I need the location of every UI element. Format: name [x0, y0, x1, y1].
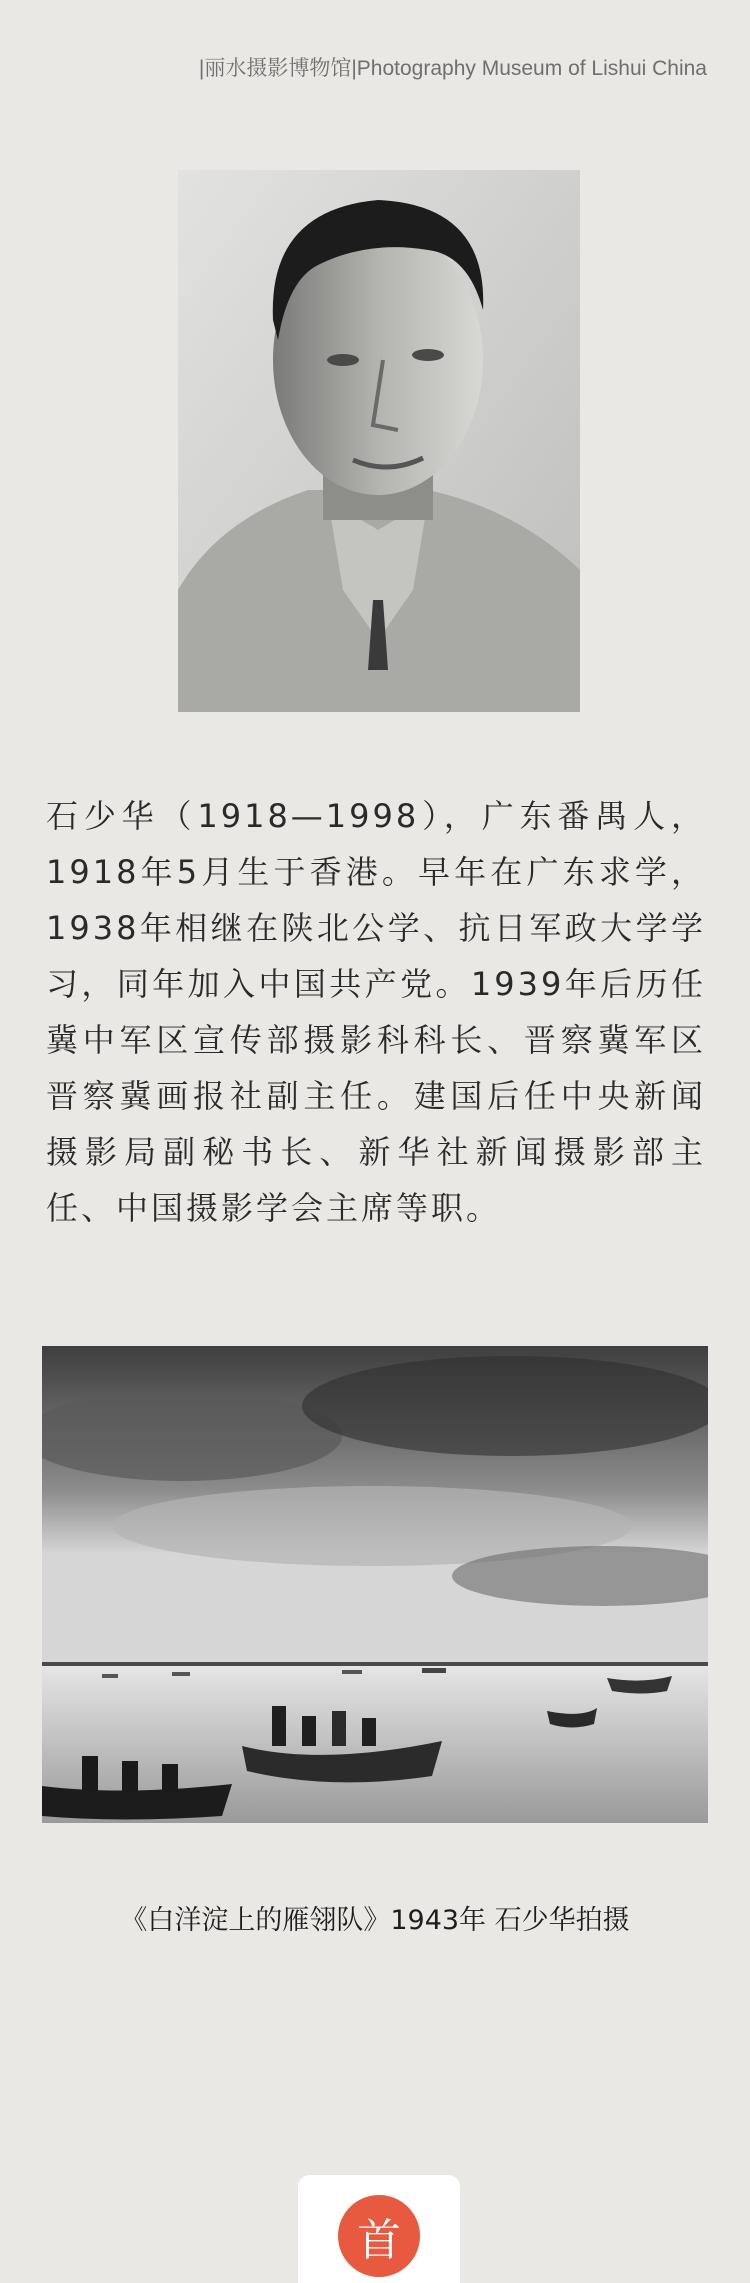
biography-text: 石少华（1918—1998），广东番禺人，1918年5月生于香港。早年在广东求学，1938年相继在陕北公学、抗日军政大学学习，同年加入中国共产党。1939年后历任冀中军区宣传部摄影科科长、晋察冀军区晋察冀画报社副主任。建国后任中央新闻摄影局副秘书长、新华社新闻摄影部主任、中国摄影学会主席等职。: [46, 797, 706, 1227]
home-icon[interactable]: 首: [338, 2195, 420, 2277]
photo-caption: 《白洋淀上的雁翎队》1943年 石少华拍摄: [120, 1905, 630, 1936]
boats-on-lake-image: [42, 1346, 708, 1823]
portrait-image: [178, 170, 580, 712]
portrait-photo: [178, 170, 580, 712]
museum-header: |丽水摄影博物馆|Photography Museum of Lishui China: [198, 57, 707, 80]
historical-photo: [42, 1346, 708, 1823]
home-nav-tab[interactable]: [298, 2175, 460, 2283]
